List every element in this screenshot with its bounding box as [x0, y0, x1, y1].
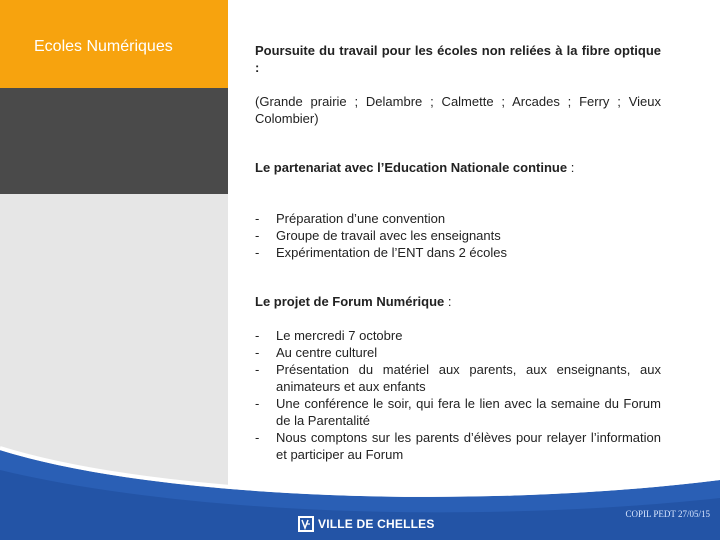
list-item [255, 395, 661, 429]
sidebar-dark-block [0, 88, 228, 194]
forum-heading-tail: : [444, 294, 452, 309]
city-emblem-icon [298, 516, 314, 532]
partnership-list [255, 210, 661, 261]
partnership-heading-tail: : [567, 160, 575, 175]
dash-bullet: - [255, 211, 260, 226]
list-item [255, 344, 661, 361]
dash-bullet: - [255, 396, 260, 411]
dash-bullet: - [255, 430, 260, 445]
list-item-text: Le mercredi 7 octobre [276, 328, 403, 343]
schools-paragraph: (Grande prairie ; Delambre ; Calmette ; Arcades ; Ferry ; Vieux Colombier) [255, 94, 661, 126]
list-item-text: Groupe de travail avec les enseignants [276, 228, 501, 243]
list-item [255, 227, 661, 244]
list-item [255, 327, 661, 344]
dash-bullet: - [255, 328, 260, 343]
list-item-text: Présentation du matériel aux parents, aux enseignants, aux animateurs et aux enfants [276, 362, 661, 394]
list-item-text: Au centre culturel [276, 345, 378, 360]
list-item [255, 361, 661, 395]
forum-heading-bold: Le projet de Forum Numérique [255, 294, 445, 309]
dash-bullet: - [255, 345, 260, 360]
intro-paragraph: Poursuite du travail pour les écoles non reliées à la fibre optique : [255, 43, 661, 75]
forum-list [255, 327, 661, 463]
sidebar-orange-block [0, 0, 228, 88]
partnership-heading-bold: Le partenariat avec l’Education Nationale continue [255, 160, 568, 175]
partnership-heading [255, 159, 661, 176]
list-item [255, 244, 661, 261]
list-item-text: Une conférence le soir, qui fera le lien avec la semaine du Forum de la Parentalité [276, 396, 661, 428]
dash-bullet: - [255, 362, 260, 377]
list-item [255, 210, 661, 227]
list-item-text: Nous comptons sur les parents d’élèves pour relayer l’information et participer au Forum [276, 430, 661, 462]
dash-bullet: - [255, 245, 260, 260]
city-logo-text: VILLE DE CHELLES [318, 517, 435, 531]
list-item-text: Expérimentation de l’ENT dans 2 écoles [276, 245, 507, 260]
slide-title: Ecoles Numériques [34, 38, 173, 55]
list-item-text: Préparation d’une convention [276, 211, 446, 226]
city-logo [298, 515, 435, 533]
forum-heading [255, 293, 661, 310]
list-item [255, 429, 661, 463]
footer-reference: COPIL PEDT 27/05/15 [625, 509, 710, 519]
dash-bullet: - [255, 228, 260, 243]
